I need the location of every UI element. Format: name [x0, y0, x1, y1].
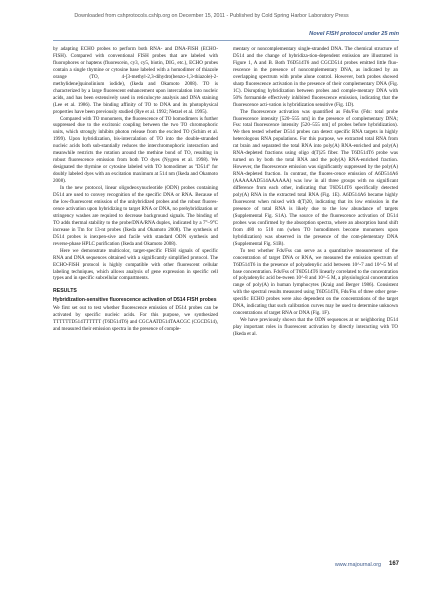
paragraph: Here we demonstrate multicolor, target-specific FISH signals of specific RNA and DNA sequences obtained with a significantly simplified protocol. The ECHO-FISH protocol is highly compatible with other fluorescent cellular labeling techniques, which allows analysis of gene expression in specific cell types and in specific subcellular compartments.: [53, 247, 218, 282]
paragraph: To test whether Fds/Fss can serve as a quantitative measurement of the concentration of target DNA or RNA, we measured the emission spectrum of T6D514T6 in the presence of polyadenylic acid between 10^-7 and 10^-5 M of base concentration. Fds/Fss of T6D514T6 linearly correlated to the concentration of polyadenylic acid be-tween 10^-8 and 10^-5 M, a physiological concentration range of poly(A) in human lymphocytes (Kraig and Berger 1986). Consistent with the spectral results measured using T6D514T6, Fds/Fss of three other gene-specific ECHO probes were also dependent on the concentrations of the target DNA, indicating that such calibration curves may be used to determine unknown concentrations of target RNA or DNA (Fig. 1F).: [233, 247, 398, 317]
paragraph: We have previously shown that the ODN sequences at or neighboring D514 play important roles in fluorescent activation by directly interacting with TO (Ikeda et al.: [233, 317, 398, 338]
page-number: 167: [388, 561, 399, 567]
paragraph: We first set out to test whether fluorescence emission of D514 probes can be activated by specific nucleic acids. For this purpose, we synthesized TTTTTTD514TTTTTT (T6D514T6) and CGCAATD514TAACGC (CGCD514), and measured their emission spectra in the presence of comple-: [53, 304, 218, 332]
paragraph: mentary or noncomplementary single-stranded DNA. The chemical structure of D514 and the change of hybridiza-tion-dependent emission are illustrated in Figure 1, A and B. Both T6D514T6 and CGCD514 probes emitted little fluo-rescence in the presence of noncomplementary DNA, as indicated by an overlapping spectrum with probe alone control. However, both probes showed sharp fluorescence activation in the presence of their complementary DNA (Fig. 1C). Disrupting hybridization between probes and comple-mentary DNA with 50% formamide effectively inhibited fluorescence emission, indicating that the fluorescence acti-vation is hybridization sensitive (Fig. 1D).: [233, 46, 398, 108]
right-column: [233, 46, 398, 338]
download-line: Downloaded from cshprotocols.cshlp.org on December 15, 2011 - Published by Cold Spring Harbor Laboratory Press: [74, 13, 349, 19]
journal-url[interactable]: www.rnajournal.org: [334, 562, 381, 568]
left-column: [53, 46, 218, 333]
subsection-heading: Hybridization-sensitive fluorescence activation of D514 FISH probes: [53, 297, 217, 304]
paragraph: by adapting ECHO probes to perform both RNA- and DNA-FISH (ECHO-FISH). Compared with conventional FISH probes that are labeled with fluorophores or haptens (fluorescein, cy3, cy5, biotin, DIG, etc.), ECHO probes contain a single thymine or cytosine base labeled with a homodimer of thiazole orange (TO, 4-[3-methyl-2,3-dihydro(benzo-1,3-thiazole)-2-methylidene]quinolinium iodide), (Ikeda and Okamoto 2008). TO is characterized by a large fluorescent enhancement upon intercalation into nucleic acids, and has been extensively used in reticulocyte analysis and DNA staining (Lee et al. 1986). The binding affinity of TO to DNA and its photophysical properties have been previously studied (Rye et al. 1992; Netzel et al. 1995).: [53, 46, 218, 115]
header-rule: [53, 40, 399, 41]
paragraph: The fluorescence activation was quantified as Fds/Fss (Fds: total probe fluorescence intensity [520–555 nm] in the presence of complementary DNA; Fss: total fluorescence intensity [520–555 nm] of probes before hybridization). We then tested whether D514 probes can detect specific RNA targets in highly heterologous RNA populations. For this purpose, we extracted total RNA from rat brain and separated the total RNA into poly(A) RNA-enriched and poly(A) RNA-depleted fractions using oligo d(T)25 fiber. The T6D514T6 probe was turned on by both the total RNA and the poly(A) RNA-enriched fraction. However, the fluorescence emission was significantly suppressed by the poly(A) RNA-depleted fraction. In contrast, the fluores-cence emission of A6D514A6 (AAAAAAD514AAAAAA) was low in all three groups with no significant difference from each other, indicating that T6D514T6 specifically detected poly(A) RNA in the extracted total RNA (Fig. 1E). A6D514A6 became highly fluorescent when mixed with d(T)20, indicating that its low emission in the presence of total RNA is likely due to the low abundance of targets (Supplemental Fig. S1A). The source of the fluorescence activation of D514 probes was confirmed by the absorption spectra, where an absorption band shift from 480 to 510 nm (when TO homodimers become monomers upon hybridization) was observed in the presence of the com-plementary DNA (Supplemental Fig. S1B).: [233, 108, 398, 247]
running-head: Novel FISH protocol under 25 min: [309, 31, 399, 37]
section-heading: RESULTS: [53, 288, 77, 295]
paragraph: Compared with TO monomers, the fluorescence of TO homodimers is further suppressed due to the excitonic coupling between the two TO chromophoric units, which strongly inhibits photon release from the excited TO (Schim et al. 1999). Upon hybridization, bis-intercalation of TO into the double-stranded nucleic acids both sub-stantially reduces the interchromophoric interaction and meanwhile restricts the rotation around the methine bond of TO, resulting in robust fluorescence emission from both TO dyes (Nygren et al. 1998). We designated the thymine or cytosine labeled with TO homodimer as "D514" for doubly labeled dyes with an excitation maximum at 514 nm (Ikeda and Okamoto 2008).: [53, 115, 218, 185]
paragraph: In the new protocol, linear oligodeoxynucleotide (ODN) probes containing D514 are used to convey recognition of the specific DNA or RNA. Because of the low-fluorescent emission of the unhybridized probes and the robust fluores-cence activation upon hybridizing to target RNA or DNA, no prehybridization or stringency washes are required to decrease background signals. The binding of TO adds thermal stability to the probe/DNA/RNA duplex, indicated by a 7°–9°C increase in Tm for 13-nt probes (Ikeda and Okamoto 2008). The synthesis of D514 probes is inexpen-sive and facile with standard ODN synthesis and reverse-phase HPLC purification (Ikeda and Okamoto 2008).: [53, 185, 218, 247]
